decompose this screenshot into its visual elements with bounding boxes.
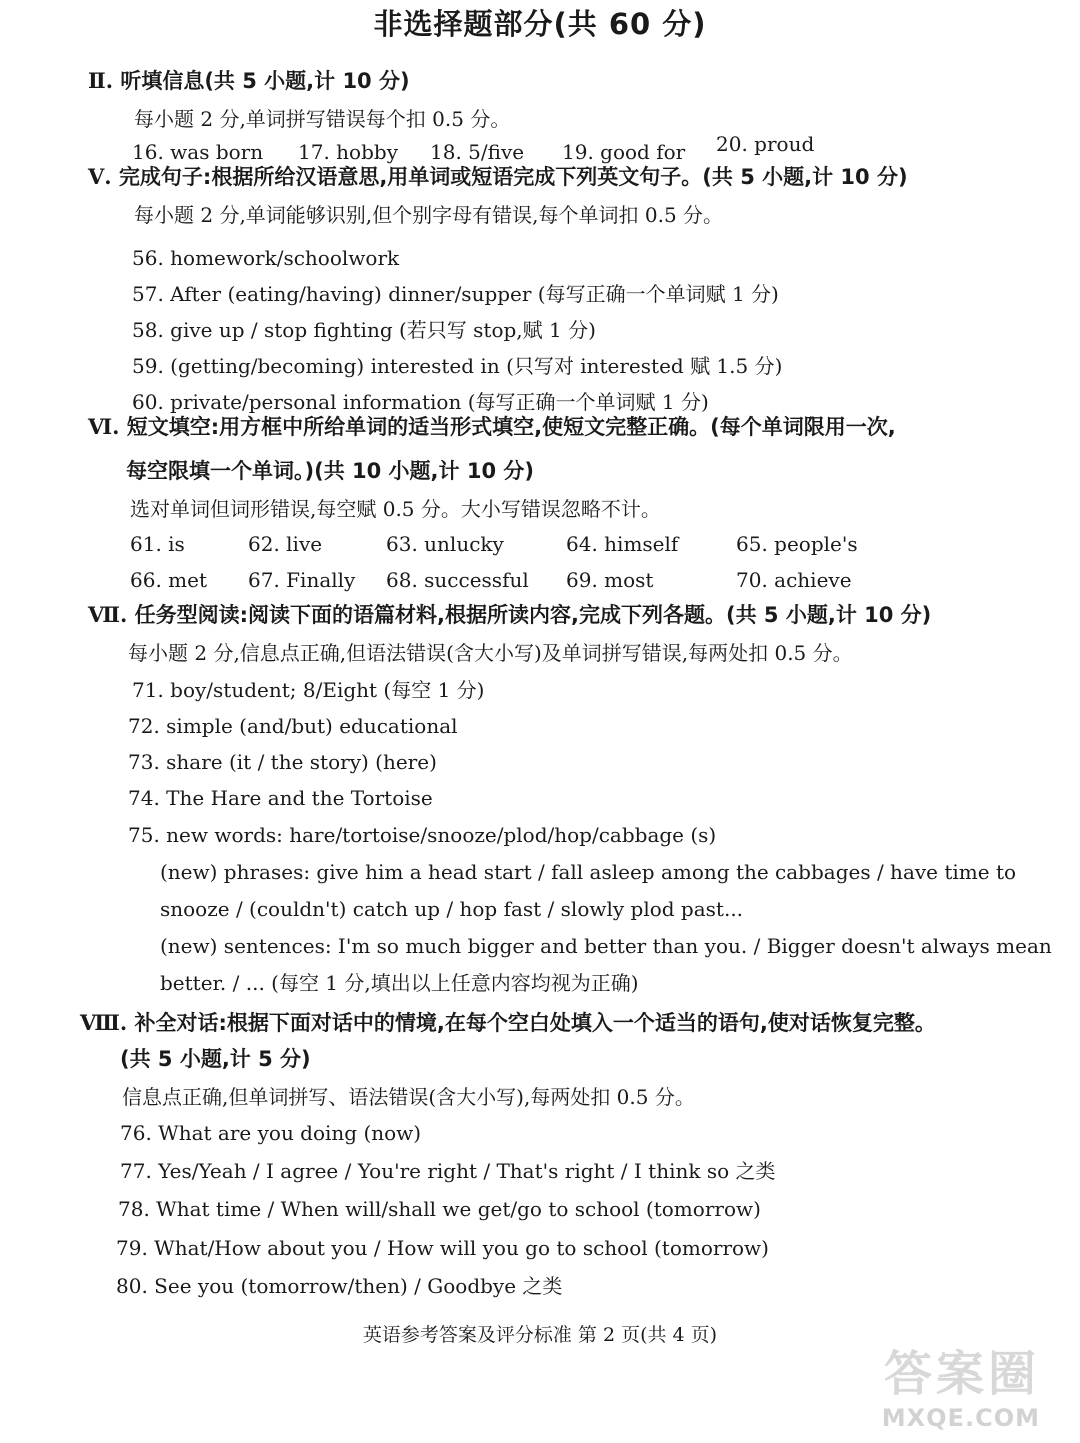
section-7-heading	[88, 596, 931, 634]
section-6-heading	[88, 408, 896, 446]
answer-74: 74. The Hare and the Tortoise	[128, 786, 433, 810]
answer-18: 18. 5/five	[430, 140, 525, 164]
answer-64: 64. himself	[566, 532, 679, 556]
section-5-note: 每小题 2 分,单词能够识别,但个别字母有错误,每个单词扣 0.5 分。	[134, 203, 724, 227]
section-2-title: 听填信息(共 5 小题,计 10 分)	[120, 69, 410, 93]
answer-60: 60. private/personal information (每写正确一个单词赋 1 分)	[132, 390, 709, 414]
section-6-number: Ⅵ.	[88, 414, 120, 439]
answer-77: 77. Yes/Yeah / I agree / You're right / That's right / I think so 之类	[120, 1159, 776, 1183]
answer-75-sentences: (new) sentences: I'm so much bigger and better than you. / Bigger doesn't always mean	[160, 934, 1052, 958]
answer-80: 80. See you (tomorrow/then) / Goodbye 之类	[116, 1274, 563, 1298]
answer-20: 20. proud	[716, 132, 815, 156]
page-footer: 英语参考答案及评分标准 第 2 页(共 4 页)	[362, 1324, 718, 1346]
answer-73: 73. share (it / the story) (here)	[128, 750, 437, 774]
section-6-title: 短文填空:用方框中所给单词的适当形式填空,使短文完整正确。(每个单词限用一次,	[126, 415, 896, 439]
answer-75-phrases-cont: snooze / (couldn't) catch up / hop fast / slowly plod past...	[160, 897, 744, 921]
answer-78: 78. What time / When will/shall we get/go to school (tomorrow)	[118, 1197, 761, 1221]
section-6-row-2	[0, 562, 1080, 598]
answer-79: 79. What/How about you / How will you go to school (tomorrow)	[116, 1236, 769, 1260]
answer-58: 58. give up / stop fighting (若只写 stop,赋 1 分)	[132, 318, 596, 342]
answer-19: 19. good for	[562, 140, 686, 164]
section-6-heading-cont: 每空限填一个单词。)(共 10 小题,计 10 分)	[126, 459, 534, 483]
answer-61: 61. is	[130, 532, 185, 556]
section-7-number: Ⅶ.	[88, 602, 128, 627]
answer-75-phrases: (new) phrases: give him a head start / fall asleep among the cabbages / have time to	[160, 860, 1017, 884]
answer-59: 59. (getting/becoming) interested in (只写对 interested 赋 1.5 分)	[132, 354, 783, 378]
answer-57: 57. After (eating/having) dinner/supper (每写正确一个单词赋 1 分)	[132, 282, 779, 306]
section-8-heading	[80, 1004, 936, 1042]
watermark-url: MXQE.COM	[881, 1404, 1040, 1432]
section-5-number: Ⅴ.	[88, 164, 112, 189]
answer-75: 75. new words: hare/tortoise/snooze/plod/hop/cabbage (s)	[128, 823, 717, 847]
section-8-number: Ⅷ.	[80, 1010, 128, 1035]
answer-66: 66. met	[130, 568, 208, 592]
section-8-note: 信息点正确,但单词拼写、语法错误(含大小写),每两处扣 0.5 分。	[122, 1085, 695, 1109]
section-2-heading	[88, 62, 410, 100]
section-6-row-1	[0, 526, 1080, 562]
answer-65: 65. people's	[736, 532, 858, 556]
answer-72: 72. simple (and/but) educational	[128, 714, 458, 738]
section-2-note: 每小题 2 分,单词拼写错误每个扣 0.5 分。	[134, 107, 511, 131]
page-title: 非选择题部分(共 60 分)	[373, 7, 707, 41]
answer-16: 16. was born	[132, 140, 264, 164]
answer-68: 68. successful	[386, 568, 529, 592]
section-6-note: 选对单词但词形错误,每空赋 0.5 分。大小写错误忽略不计。	[130, 497, 661, 521]
section-7-title: 任务型阅读:阅读下面的语篇材料,根据所读内容,完成下列各题。(共 5 小题,计 10 分)	[134, 603, 932, 627]
answer-17: 17. hobby	[298, 140, 398, 164]
section-8-title: 补全对话:根据下面对话中的情境,在每个空白处填入一个适当的语句,使对话恢复完整。	[134, 1011, 936, 1035]
answer-63: 63. unlucky	[386, 532, 504, 556]
section-8-heading-cont: (共 5 小题,计 5 分)	[120, 1047, 311, 1071]
answer-62: 62. live	[248, 532, 323, 556]
section-5-title: 完成句子:根据所给汉语意思,用单词或短语完成下列英文句子。(共 5 小题,计 10 分)	[118, 165, 908, 189]
answer-76: 76. What are you doing (now)	[120, 1121, 422, 1145]
section-7-note: 每小题 2 分,信息点正确,但语法错误(含大小写)及单词拼写错误,每两处扣 0.5 分。	[128, 641, 853, 665]
answer-71: 71. boy/student; 8/Eight (每空 1 分)	[132, 678, 485, 702]
watermark	[840, 1335, 1040, 1435]
answer-70: 70. achieve	[736, 568, 852, 592]
answer-56: 56. homework/schoolwork	[132, 246, 400, 270]
section-2-number: Ⅱ.	[88, 68, 114, 93]
watermark-logo-text: 答案圈	[883, 1346, 1040, 1402]
answer-67: 67. Finally	[248, 568, 356, 592]
answer-69: 69. most	[566, 568, 654, 592]
section-5-heading	[88, 158, 908, 196]
answer-75-sentences-cont: better. / ... (每空 1 分,填出以上任意内容均视为正确)	[160, 971, 639, 995]
